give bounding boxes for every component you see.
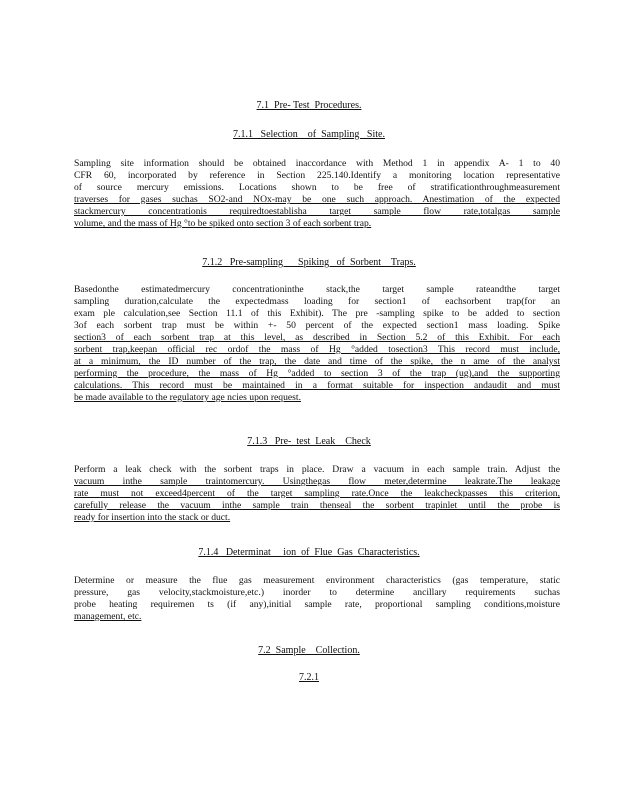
para-line: probe heating requiremen ts (if any),initial sample rate, proportional sampling conditions,moisture [74, 599, 560, 610]
heading-text: 7.1.1 Selection of Sampling Site. [233, 129, 385, 140]
paragraph-pre-sampling-spiking [74, 284, 560, 404]
para-line: exam ple calculation,see Section 11.1 of this Exhibit). The pre -sampling spike to be added to section [74, 308, 560, 319]
para-line: of source mercury emissions. Locations shown to be free of stratificationthroughmeasurement [74, 182, 560, 193]
para-line: CFR 60, incorporated by reference in Section 225.140.Identify a monitoring location representative [74, 170, 560, 181]
heading-text: 7.2 Sample Collection. [258, 645, 360, 656]
paragraph-leak-check [74, 464, 560, 524]
para-line: 3of each sorbent trap must be within +- 50 percent of the expected section1 mass loading. Spike [74, 320, 560, 331]
para-line: Perform a leak check with the sorbent traps in place. Draw a vacuum in each sample train. Adjust the [74, 464, 560, 475]
para-line: management, etc. [74, 611, 142, 622]
heading-7-1-1 [0, 129, 618, 141]
para-line: traverses for gases suchas SO2-and NOx-may be one such approach. Anestimation of the expected [74, 194, 560, 205]
heading-text: 7.2.1 [299, 672, 319, 683]
heading-7-2-1 [0, 672, 618, 684]
heading-text: 7.1.2 Pre-sampling Spiking of Sorbent Traps. [202, 257, 416, 268]
paragraph-flue-gas [74, 575, 560, 623]
para-line: section3 of each sorbent trap at this level, as described in Section 5.2 of this Exhibit. For each [74, 332, 560, 343]
para-line: stackmercury concentrationis requiredtoestablisha target sample flow rate,totalgas sample [74, 206, 560, 217]
para-line: Determine or measure the flue gas measurement environment characteristics (gas temperature, static [74, 575, 560, 586]
para-line: Basedonthe estimatedmercury concentrationinthe stack,the target sample rateandthe target [74, 284, 560, 295]
para-line: Sampling site information should be obtained inaccordance with Method 1 in appendix A- 1 to 40 [74, 158, 560, 169]
heading-7-1-2 [0, 257, 618, 269]
para-line: pressure, gas velocity,stackmoisture,etc.) inorder to determine ancillary requirements suchas [74, 587, 560, 598]
para-line: volume, and the mass of Hg °to be spiked onto section 3 of each sorbent trap. [74, 218, 372, 229]
para-line: sampling duration,calculate the expectedmass loading for section1 of eachsorbent trap(for an [74, 296, 560, 307]
para-line: vacuum inthe sample traintomercury. Usingthegas flow meter,determine leakrate.The leakage [74, 476, 560, 487]
heading-text: 7.1.3 Pre- test Leak Check [247, 436, 371, 447]
para-line: ready for insertion into the stack or duct. [74, 512, 231, 523]
heading-7-1-3 [0, 436, 618, 448]
para-line: at a minimum, the ID number of the trap, the date and time of the spike, the n ame of the analyst [74, 356, 560, 367]
para-line: performing the procedure, the mass of Hg °added to section 3 of the trap (ug),and the supporting [74, 368, 560, 379]
para-line: calculations. This record must be maintained in a format suitable for inspection andaudit and must [74, 380, 560, 391]
para-line: sorbent trap,keepan official rec ordof the mass of Hg °added tosection3 This record must include, [74, 344, 560, 355]
heading-7-1-4 [0, 547, 618, 559]
heading-text: 7.1 Pre- Test Procedures. [256, 100, 362, 111]
heading-7-1 [0, 100, 618, 112]
para-line: be made available to the regulatory age ncies upon request. [74, 392, 301, 403]
para-line: rate must not exceed4percent of the target sampling rate.Once the leakcheckpasses this criterion, [74, 488, 560, 499]
heading-text: 7.1.4 Determinat ion of Flue Gas Characteristics. [198, 547, 420, 558]
para-line: carefully release the vacuum inthe sample train thenseal the sorbent trapinlet until the probe is [74, 500, 560, 511]
heading-7-2 [0, 645, 618, 657]
paragraph-site-selection [74, 158, 560, 230]
